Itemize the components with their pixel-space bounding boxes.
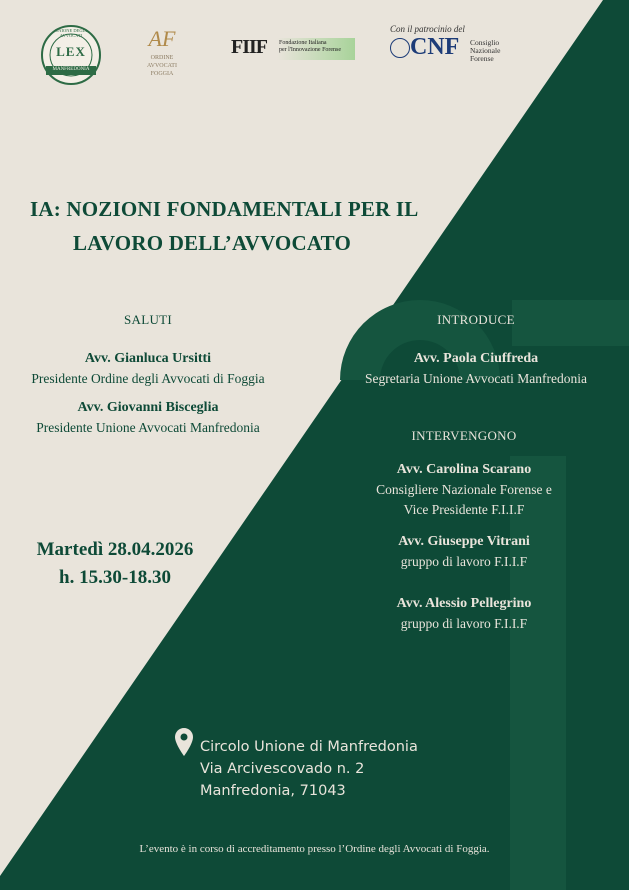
logo-fiif-line1: Fondazione Italiana [279, 40, 327, 46]
logo-cnf-patronage: Con il patrocinio del [390, 24, 465, 34]
logo-cnf-line1: Consiglio [470, 38, 500, 47]
intervengono-speaker-name: Avv. Carolina Scarano [396, 462, 532, 477]
logo-ordine-line3: FOGGIA [150, 71, 174, 77]
event-date: Martedì 28.04.2026 [36, 539, 194, 560]
emblem-icon [390, 38, 410, 58]
venue-address [200, 736, 500, 802]
logo-fiif [231, 36, 359, 64]
saluti-speaker-name: Avv. Giovanni Bisceglia [77, 400, 219, 415]
event-title-line1: IA: NOZIONI FONDAMENTALI PER IL [30, 197, 419, 221]
venue-name: Circolo Unione di Manfredonia [200, 739, 418, 755]
saluti-section [0, 311, 296, 438]
event-title [30, 192, 450, 260]
logo-ordine-line1: ORDINE [150, 55, 174, 61]
logo-ordine-avvocati [140, 24, 184, 78]
logo-lex [40, 24, 102, 86]
accreditation-note: L’evento è in corso di accreditamento presso l’Ordine degli Avvocati di Foggia. [139, 843, 490, 855]
intervengono-speaker-role: gruppo di lavoro F.I.I.F [400, 616, 528, 631]
intervengono-section [314, 427, 614, 634]
logo-cnf [390, 24, 520, 66]
introduce-label: INTRODUCE [437, 312, 515, 327]
venue-street: Via Arcivescovado n. 2 [200, 761, 365, 777]
logo-fiif-line2: per l'Innovazione Forense [279, 47, 342, 53]
intervengono-speaker-role: Consigliere Nazionale Forense e [376, 482, 552, 497]
logo-fiif-mark: FIIF [231, 36, 267, 58]
saluti-label: SALUTI [123, 312, 173, 327]
intervengono-speaker-role: Vice Presidente F.I.I.F [403, 502, 525, 517]
event-title-line2: LAVORO DELL’AVVOCATO [73, 231, 351, 255]
logo-lex-center: LEX [56, 44, 86, 59]
intervengono-speaker-name: Avv. Giuseppe Vitrani [398, 534, 530, 549]
event-datetime [20, 536, 210, 592]
saluti-speaker-name: Avv. Gianluca Ursitti [84, 351, 212, 366]
logo-ordine-monogram: AF [148, 26, 176, 51]
saluti-speaker-role: Presidente Unione Avvocati Manfredonia [36, 420, 260, 435]
saluti-speaker-role: Presidente Ordine degli Avvocati di Foggia [31, 371, 265, 386]
venue-city: Manfredonia, 71043 [200, 783, 346, 799]
logo-ordine-line2: AVVOCATI [147, 63, 177, 69]
intervengono-label: INTERVENGONO [411, 428, 517, 443]
intervengono-speaker-role: gruppo di lavoro F.I.I.F [400, 554, 528, 569]
event-time: h. 15.30-18.30 [59, 567, 171, 588]
location-pin-icon [175, 728, 193, 756]
introduce-section [326, 311, 626, 389]
logo-cnf-line2: Nazionale [470, 46, 501, 55]
introduce-speaker-role: Segretaria Unione Avvocati Manfredonia [364, 371, 588, 386]
introduce-speaker-name: Avv. Paola Ciuffreda [413, 351, 539, 366]
logo-cnf-line3: Forense [470, 54, 494, 63]
intervengono-speaker-name: Avv. Alessio Pellegrino [396, 596, 532, 611]
logo-cnf-mark: CNF [410, 34, 460, 60]
logo-lex-banner: MANFREDONIA [52, 67, 90, 72]
logo-lex-ring: UNIONE DEGLI AVVOCATI [55, 28, 87, 38]
